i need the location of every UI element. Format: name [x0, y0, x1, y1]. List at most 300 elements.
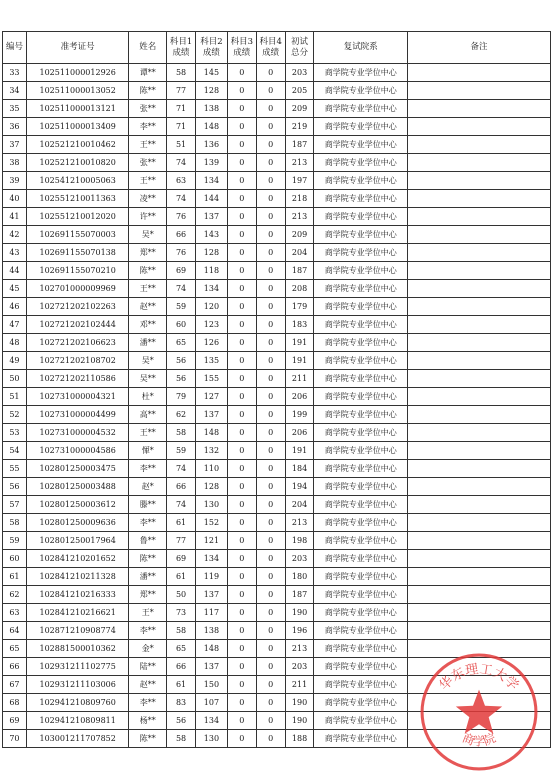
table-cell: 吴**	[129, 370, 167, 388]
table-row	[3, 532, 551, 550]
table-cell: 潘**	[129, 568, 167, 586]
table-cell: 0	[227, 586, 256, 604]
table-cell: 139	[196, 154, 228, 172]
table-cell: 121	[196, 532, 228, 550]
table-cell: 102691155070210	[26, 262, 129, 280]
table-cell: 134	[196, 712, 228, 730]
table-cell: 128	[196, 244, 228, 262]
table-cell: 0	[256, 478, 285, 496]
table-cell: 102941210809760	[26, 694, 129, 712]
header-cell: 科目1 成绩	[167, 32, 196, 64]
table-cell: 47	[3, 316, 27, 334]
table-cell: 206	[285, 424, 314, 442]
table-cell: 0	[256, 370, 285, 388]
table-cell: 137	[196, 406, 228, 424]
table-cell: 102841210216621	[26, 604, 129, 622]
table-body	[3, 64, 551, 748]
table-cell: 0	[227, 208, 256, 226]
table-cell: 35	[3, 100, 27, 118]
table-cell: 211	[285, 370, 314, 388]
table-cell: 79	[167, 388, 196, 406]
table-row	[3, 352, 551, 370]
table-cell: 商学院专业学位中心	[314, 424, 408, 442]
table-cell	[408, 100, 551, 118]
table-cell: 商学院专业学位中心	[314, 334, 408, 352]
table-cell: 128	[196, 82, 228, 100]
table-cell: 148	[196, 424, 228, 442]
table-cell: 0	[227, 298, 256, 316]
table-cell: 0	[256, 496, 285, 514]
table-cell: 0	[227, 136, 256, 154]
table-cell: 0	[256, 280, 285, 298]
table-cell: 60	[3, 550, 27, 568]
table-cell: 59	[167, 442, 196, 460]
table-cell: 0	[227, 406, 256, 424]
table-cell: 0	[256, 694, 285, 712]
table-cell: 0	[227, 316, 256, 334]
table-cell: 0	[227, 604, 256, 622]
table-row	[3, 316, 551, 334]
table-cell: 50	[167, 586, 196, 604]
table-cell: 0	[256, 334, 285, 352]
table-cell	[408, 406, 551, 424]
table-cell: 102841210201652	[26, 550, 129, 568]
table-cell: 102731000004586	[26, 442, 129, 460]
table-cell: 65	[3, 640, 27, 658]
table-cell: 135	[196, 352, 228, 370]
table-cell	[408, 262, 551, 280]
table-cell: 102551210012020	[26, 208, 129, 226]
table-cell: 138	[196, 100, 228, 118]
table-cell	[408, 154, 551, 172]
table-cell	[408, 586, 551, 604]
table-row	[3, 496, 551, 514]
table-cell	[408, 568, 551, 586]
table-cell: 56	[167, 370, 196, 388]
table-cell: 117	[196, 604, 228, 622]
table-row	[3, 190, 551, 208]
table-cell: 76	[167, 244, 196, 262]
table-cell: 74	[167, 460, 196, 478]
table-cell: 0	[256, 424, 285, 442]
table-cell: 102721202110586	[26, 370, 129, 388]
table-row	[3, 424, 551, 442]
table-cell: 金*	[129, 640, 167, 658]
table-cell: 190	[285, 712, 314, 730]
table-cell: 商学院专业学位中心	[314, 370, 408, 388]
table-cell: 204	[285, 496, 314, 514]
table-cell: 209	[285, 100, 314, 118]
table-cell: 商学院专业学位中心	[314, 586, 408, 604]
table-cell: 谭**	[129, 64, 167, 82]
table-cell: 商学院专业学位中心	[314, 694, 408, 712]
table-cell	[408, 442, 551, 460]
table-cell: 66	[167, 658, 196, 676]
table-cell: 102721202106623	[26, 334, 129, 352]
table-cell	[408, 514, 551, 532]
table-cell: 0	[227, 226, 256, 244]
table-cell: 商学院专业学位中心	[314, 676, 408, 694]
table-cell: 56	[167, 712, 196, 730]
table-cell: 0	[256, 406, 285, 424]
seal-bottom-text: 商学院	[460, 730, 498, 749]
table-cell: 商学院专业学位中心	[314, 406, 408, 424]
table-cell: 51	[3, 388, 27, 406]
table-cell: 152	[196, 514, 228, 532]
table-cell: 0	[256, 640, 285, 658]
table-cell: 107	[196, 694, 228, 712]
table-cell: 74	[167, 280, 196, 298]
table-cell	[408, 190, 551, 208]
table-cell: 0	[256, 316, 285, 334]
table-cell: 65	[167, 334, 196, 352]
table-cell: 191	[285, 352, 314, 370]
table-cell: 102721202108702	[26, 352, 129, 370]
table-cell	[408, 118, 551, 136]
table-cell: 商学院专业学位中心	[314, 208, 408, 226]
table-cell: 王*	[129, 604, 167, 622]
table-cell: 0	[227, 352, 256, 370]
table-cell: 0	[256, 604, 285, 622]
table-row	[3, 406, 551, 424]
table-cell: 102801250003488	[26, 478, 129, 496]
table-cell: 199	[285, 406, 314, 424]
table-cell: 59	[167, 298, 196, 316]
table-cell: 102511000012926	[26, 64, 129, 82]
table-row	[3, 622, 551, 640]
table-cell: 102551210011363	[26, 190, 129, 208]
table-cell: 50	[3, 370, 27, 388]
table-cell: 45	[3, 280, 27, 298]
table-cell: 0	[227, 100, 256, 118]
table-cell	[408, 352, 551, 370]
table-cell: 137	[196, 208, 228, 226]
header-cell: 准考证号	[26, 32, 129, 64]
table-cell	[408, 460, 551, 478]
table-cell: 商学院专业学位中心	[314, 658, 408, 676]
table-cell: 38	[3, 154, 27, 172]
table-cell: 205	[285, 82, 314, 100]
table-cell: 0	[256, 388, 285, 406]
table-row	[3, 82, 551, 100]
table-cell: 商学院专业学位中心	[314, 64, 408, 82]
table-cell: 46	[3, 298, 27, 316]
table-cell: 商学院专业学位中心	[314, 118, 408, 136]
table-cell: 54	[3, 442, 27, 460]
table-cell: 0	[227, 370, 256, 388]
table-cell: 赵**	[129, 298, 167, 316]
table-cell: 65	[167, 640, 196, 658]
table-cell: 51	[167, 136, 196, 154]
table-cell: 102721202102263	[26, 298, 129, 316]
table-cell: 187	[285, 586, 314, 604]
table-cell: 42	[3, 226, 27, 244]
table-cell	[408, 244, 551, 262]
table-cell: 陈**	[129, 262, 167, 280]
table-cell: 商学院专业学位中心	[314, 172, 408, 190]
table-cell: 赵*	[129, 478, 167, 496]
table-cell: 40	[3, 190, 27, 208]
table-cell: 58	[167, 622, 196, 640]
table-cell	[408, 82, 551, 100]
table-cell: 0	[256, 190, 285, 208]
header-cell: 初试 总分	[285, 32, 314, 64]
table-cell: 179	[285, 298, 314, 316]
table-cell: 102701000009969	[26, 280, 129, 298]
table-cell: 191	[285, 442, 314, 460]
table-cell: 123	[196, 316, 228, 334]
table-cell: 商学院专业学位中心	[314, 514, 408, 532]
table-cell: 49	[3, 352, 27, 370]
table-row	[3, 460, 551, 478]
table-cell: 王**	[129, 172, 167, 190]
table-cell: 陈**	[129, 550, 167, 568]
table-cell: 凌**	[129, 190, 167, 208]
table-cell: 102691155070003	[26, 226, 129, 244]
table-cell	[408, 388, 551, 406]
table-cell: 102881500010362	[26, 640, 129, 658]
table-cell: 55	[3, 460, 27, 478]
table-cell	[408, 550, 551, 568]
table-cell: 197	[285, 172, 314, 190]
table-cell: 209	[285, 226, 314, 244]
table-cell: 69	[167, 262, 196, 280]
table-cell	[408, 334, 551, 352]
table-cell: 赵**	[129, 676, 167, 694]
table-row	[3, 478, 551, 496]
table-cell: 57	[3, 496, 27, 514]
table-row	[3, 370, 551, 388]
table-cell	[408, 316, 551, 334]
table-cell: 0	[256, 712, 285, 730]
table-cell: 商学院专业学位中心	[314, 496, 408, 514]
table-cell: 吴*	[129, 352, 167, 370]
table-cell: 74	[167, 496, 196, 514]
table-cell: 鲁**	[129, 532, 167, 550]
table-cell: 0	[256, 550, 285, 568]
table-cell: 208	[285, 280, 314, 298]
table-cell: 44	[3, 262, 27, 280]
table-cell: 61	[167, 676, 196, 694]
table-cell: 商学院专业学位中心	[314, 604, 408, 622]
table-cell: 王**	[129, 424, 167, 442]
table-row	[3, 514, 551, 532]
table-cell: 66	[167, 478, 196, 496]
table-cell: 102731000004321	[26, 388, 129, 406]
table-cell: 0	[256, 262, 285, 280]
table-cell: 0	[256, 352, 285, 370]
table-cell: 155	[196, 370, 228, 388]
table-cell: 0	[227, 478, 256, 496]
table-cell: 188	[285, 730, 314, 748]
table-cell: 吴*	[129, 226, 167, 244]
table-cell: 0	[256, 244, 285, 262]
table-header-row	[3, 32, 551, 64]
table-cell: 63	[3, 604, 27, 622]
table-cell: 130	[196, 496, 228, 514]
table-cell: 102691155070138	[26, 244, 129, 262]
table-cell: 134	[196, 550, 228, 568]
table-cell	[408, 496, 551, 514]
table-cell: 74	[167, 154, 196, 172]
table-cell: 高**	[129, 406, 167, 424]
table-cell: 71	[167, 100, 196, 118]
table-row	[3, 388, 551, 406]
table-cell: 郑**	[129, 244, 167, 262]
table-cell: 许**	[129, 208, 167, 226]
header-cell: 科目2 成绩	[196, 32, 228, 64]
table-cell: 66	[167, 226, 196, 244]
table-row	[3, 298, 551, 316]
table-cell: 204	[285, 244, 314, 262]
table-cell: 0	[256, 730, 285, 748]
table-cell: 商学院专业学位中心	[314, 730, 408, 748]
table-cell: 102521210010820	[26, 154, 129, 172]
table-cell	[408, 370, 551, 388]
table-cell: 183	[285, 316, 314, 334]
table-cell: 0	[256, 586, 285, 604]
table-cell: 134	[196, 172, 228, 190]
table-cell: 58	[167, 424, 196, 442]
table-row	[3, 154, 551, 172]
header-cell: 复试院系	[314, 32, 408, 64]
table-cell: 0	[227, 694, 256, 712]
table-cell: 0	[256, 514, 285, 532]
table-cell: 商学院专业学位中心	[314, 712, 408, 730]
table-row	[3, 586, 551, 604]
table-row	[3, 244, 551, 262]
table-cell: 102841210216333	[26, 586, 129, 604]
table-row	[3, 64, 551, 82]
table-cell: 58	[3, 514, 27, 532]
table-cell: 0	[256, 532, 285, 550]
table-cell: 41	[3, 208, 27, 226]
table-cell: 郑**	[129, 586, 167, 604]
table-cell: 144	[196, 190, 228, 208]
table-cell: 198	[285, 532, 314, 550]
table-cell: 102731000004499	[26, 406, 129, 424]
table-cell: 58	[167, 730, 196, 748]
table-row	[3, 442, 551, 460]
table-cell: 138	[196, 622, 228, 640]
score-table	[2, 31, 551, 748]
table-cell: 102801250003475	[26, 460, 129, 478]
table-cell: 0	[256, 154, 285, 172]
table-cell: 69	[167, 550, 196, 568]
table-cell: 102511000013121	[26, 100, 129, 118]
table-row	[3, 334, 551, 352]
table-cell: 218	[285, 190, 314, 208]
table-cell	[408, 424, 551, 442]
table-cell: 0	[256, 136, 285, 154]
table-cell: 48	[3, 334, 27, 352]
table-cell: 商学院专业学位中心	[314, 352, 408, 370]
table-cell: 李**	[129, 622, 167, 640]
table-cell: 77	[167, 82, 196, 100]
table-cell: 61	[167, 514, 196, 532]
table-cell: 0	[227, 172, 256, 190]
table-cell: 136	[196, 136, 228, 154]
table-cell: 0	[227, 712, 256, 730]
seal-top-text: 华东理工大学	[436, 661, 522, 694]
table-cell: 0	[227, 280, 256, 298]
table-cell: 150	[196, 676, 228, 694]
table-cell: 61	[167, 568, 196, 586]
table-cell: 128	[196, 478, 228, 496]
table-cell: 李**	[129, 118, 167, 136]
table-cell: 0	[227, 442, 256, 460]
table-cell: 102521210010462	[26, 136, 129, 154]
table-row	[3, 568, 551, 586]
table-cell: 211	[285, 676, 314, 694]
table-cell	[408, 64, 551, 82]
table-cell: 惲*	[129, 442, 167, 460]
table-cell: 商学院专业学位中心	[314, 298, 408, 316]
table-cell: 127	[196, 388, 228, 406]
table-cell: 0	[227, 622, 256, 640]
table-cell: 滕**	[129, 496, 167, 514]
table-cell: 商学院专业学位中心	[314, 226, 408, 244]
table-cell: 商学院专业学位中心	[314, 100, 408, 118]
table-cell: 102871210908774	[26, 622, 129, 640]
table-cell: 李**	[129, 694, 167, 712]
table-cell: 190	[285, 604, 314, 622]
table-cell: 0	[256, 442, 285, 460]
table-cell: 73	[167, 604, 196, 622]
table-cell: 商学院专业学位中心	[314, 82, 408, 100]
table-cell: 0	[227, 532, 256, 550]
table-cell: 商学院专业学位中心	[314, 442, 408, 460]
table-cell: 102801250017964	[26, 532, 129, 550]
table-cell: 52	[3, 406, 27, 424]
table-cell	[408, 280, 551, 298]
table-cell: 148	[196, 640, 228, 658]
table-cell: 34	[3, 82, 27, 100]
table-cell: 0	[256, 676, 285, 694]
table-cell: 102801250003612	[26, 496, 129, 514]
table-cell: 64	[3, 622, 27, 640]
table-cell: 102721202102444	[26, 316, 129, 334]
table-cell: 194	[285, 478, 314, 496]
table-cell: 0	[227, 460, 256, 478]
table-cell: 0	[256, 82, 285, 100]
table-cell	[408, 226, 551, 244]
table-cell: 203	[285, 550, 314, 568]
table-cell: 67	[3, 676, 27, 694]
table-row	[3, 604, 551, 622]
table-cell: 130	[196, 730, 228, 748]
table-cell: 56	[3, 478, 27, 496]
table-cell: 0	[256, 100, 285, 118]
table-cell: 0	[256, 568, 285, 586]
table-cell	[408, 604, 551, 622]
table-cell: 商学院专业学位中心	[314, 532, 408, 550]
table-cell: 102841210211328	[26, 568, 129, 586]
table-cell: 119	[196, 568, 228, 586]
table-cell	[408, 208, 551, 226]
table-cell: 0	[227, 550, 256, 568]
table-cell: 0	[227, 640, 256, 658]
table-cell: 137	[196, 658, 228, 676]
table-cell: 商学院专业学位中心	[314, 316, 408, 334]
table-cell: 187	[285, 136, 314, 154]
table-cell: 213	[285, 640, 314, 658]
table-cell: 70	[3, 730, 27, 748]
table-cell: 商学院专业学位中心	[314, 460, 408, 478]
table-cell: 0	[227, 118, 256, 136]
header-cell: 姓名	[129, 32, 167, 64]
table-cell: 0	[227, 424, 256, 442]
